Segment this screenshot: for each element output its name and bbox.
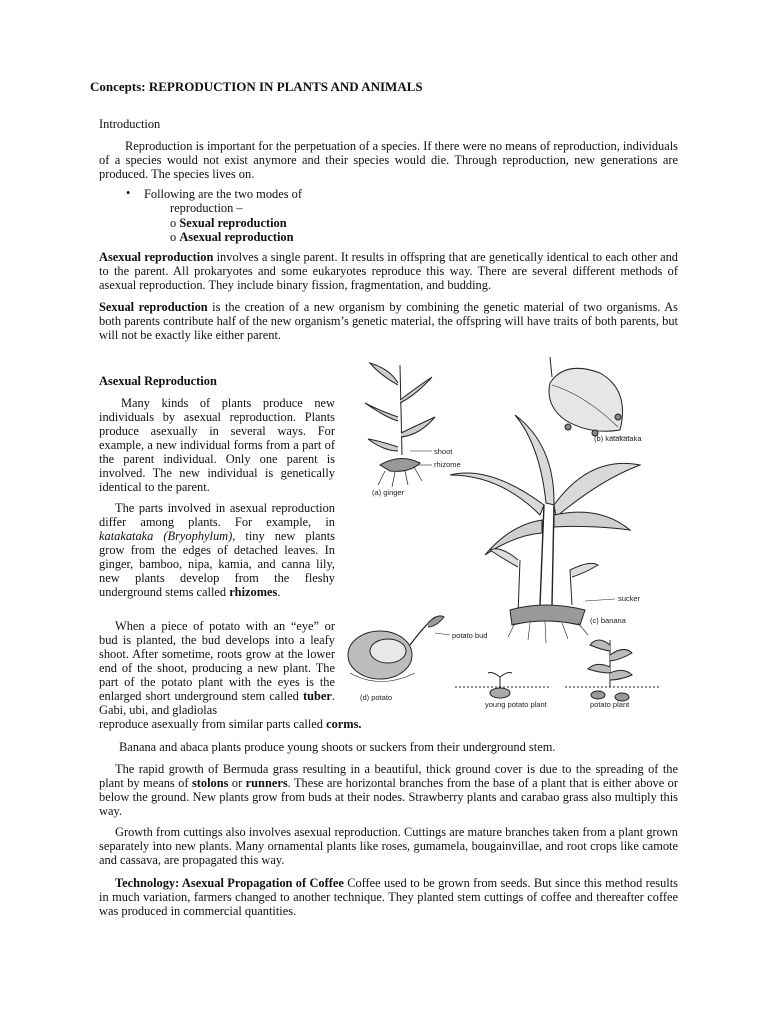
sexual-term: Sexual reproduction xyxy=(99,300,208,314)
mode-label: Sexual reproduction xyxy=(179,216,287,230)
ginger-illustration xyxy=(365,363,435,487)
asexual-section-heading: Asexual Reproduction xyxy=(99,374,217,388)
label-shoot: shoot xyxy=(434,447,453,456)
corms-term: corms. xyxy=(326,717,362,731)
banana-paragraph: Banana and abaca plants produce young shoots or suckers from their underground stem. xyxy=(119,740,556,754)
rhizomes-term: rhizomes xyxy=(229,585,278,599)
label-rhizome: rhizome xyxy=(434,460,461,469)
potato-illustration xyxy=(348,616,450,682)
katakataka-term: katakataka (Bryophylum), xyxy=(99,529,236,543)
asexual-term: Asexual reproduction xyxy=(99,250,214,264)
paragraph-text: When a piece of potato with an “eye” or bud is planted, the bud develops into a leafy shoot. After sometime, roots grow at the lower end of the shoot, producing a new plant. The part of the potato plant with the eyes is the enlarged short underground stem called xyxy=(99,619,335,703)
introduction-paragraph: Reproduction is important for the perpetuation of a species. If there were no means of reproduction, individuals of a species would not exist anymore and their species would die. Through reproduction, new generations are produced. The species lives on. xyxy=(99,139,678,181)
mode-item-asexual xyxy=(170,230,293,244)
label-potato-plant: potato plant xyxy=(590,700,630,709)
cuttings-paragraph: Growth from cuttings also involves asexual reproduction. Cuttings are mature branches taken from a plant grown separately into new plants. Many ornamental plants like roses, gumamela, bougainvillae, and root crops like camote and cassava, are propagated this way. xyxy=(99,825,678,867)
list-marker: o xyxy=(170,216,177,230)
bullet-icon: • xyxy=(126,186,131,200)
stolons-term: stolons xyxy=(191,776,229,790)
paragraph-text: reproduce asexually from similar parts called xyxy=(99,717,327,731)
label-ginger: (a) ginger xyxy=(372,488,405,497)
label-katakataka: (b) katakataka xyxy=(594,434,642,443)
list-marker: o xyxy=(170,230,177,244)
asexual-definition-text: involves a single parent. It results in offspring that are genetically identical to each other and to the parent. All prokaryotes and some eukaryotes reproduce this way. There are several different methods of asexual reproduction. They include binary fission, fragmentation, and budding. xyxy=(99,250,678,292)
paragraph-text: The parts involved in asexual reproduction differ among plants. For example, in xyxy=(99,501,335,529)
banana-illustration xyxy=(450,415,640,643)
paragraph-text: Coffee used to be grown from seeds. But since this method results in much variation, farmers changed to another technique. They planted stem cuttings of coffee and thereafter coffee was produced in commercial quantities. xyxy=(99,876,678,918)
page-title: Concepts: REPRODUCTION IN PLANTS AND ANIMALS xyxy=(90,79,423,94)
modes-lead-line-2: reproduction – xyxy=(170,201,243,215)
coffee-heading: Technology: Asexual Propagation of Coffee xyxy=(115,876,344,890)
sexual-definition-paragraph xyxy=(99,300,678,342)
coffee-paragraph xyxy=(99,876,678,918)
sexual-definition-text: is the creation of a new organism by combining the genetic material of two organisms. As both parents contribute half of the new organism’s genetic material, the offspring will have traits of both parents, but will not be exactly like either parent. xyxy=(99,300,678,342)
young-potato-plant-illustration xyxy=(455,673,550,699)
label-banana: (c) banana xyxy=(590,616,626,625)
katakataka-illustration xyxy=(549,357,630,437)
introduction-heading: Introduction xyxy=(99,117,161,131)
label-sucker: sucker xyxy=(618,594,641,603)
potato-plant-illustration xyxy=(565,640,660,701)
mode-item-sexual xyxy=(170,216,287,230)
mode-label: Asexual reproduction xyxy=(179,230,294,244)
runners-term: runners xyxy=(245,776,288,790)
label-young-potato-plant: young potato plant xyxy=(485,700,547,709)
asexual-definition-paragraph xyxy=(99,250,678,292)
paragraph-text: tiny new plants grow from the edges of detached leaves. In ginger, bamboo, nipa, kamia, and canna lily, new plants develop from the fleshy underground stems called xyxy=(99,529,335,599)
plant-propagation-figure xyxy=(340,355,685,720)
paragraph-last-line xyxy=(99,717,362,731)
paragraph-text: The rapid growth of Bermuda grass resulting in a beautiful, thick ground cover is due to the spreading of the plant by means of xyxy=(99,762,678,790)
asexual-paragraph-2 xyxy=(99,501,335,599)
paragraph-text: . Gabi, ubi, and gladiolas xyxy=(99,689,335,717)
asexual-paragraph-1: Many kinds of plants produce new individuals by asexual reproduction. Plants produce asexually in several ways. For example, a new individual forms from a part of the parent individual. Only one parent is involved. The new individual is genetically identical to the parent. xyxy=(99,396,335,494)
modes-lead-line-1: Following are the two modes of xyxy=(144,187,302,201)
bermuda-paragraph xyxy=(99,762,678,818)
label-potato-bud: potato bud xyxy=(452,631,488,640)
paragraph-text: or xyxy=(228,776,246,790)
tuber-term: tuber xyxy=(302,689,332,703)
paragraph-text: . xyxy=(277,585,281,599)
paragraph-text: . These are horizontal branches from the base of a plant that is either above or below the ground. New plants grow from buds at their nodes. Strawberry plants and carabao grass also multiply this way. xyxy=(99,776,678,818)
asexual-paragraph-3 xyxy=(99,619,362,731)
label-potato: (d) potato xyxy=(360,693,393,702)
